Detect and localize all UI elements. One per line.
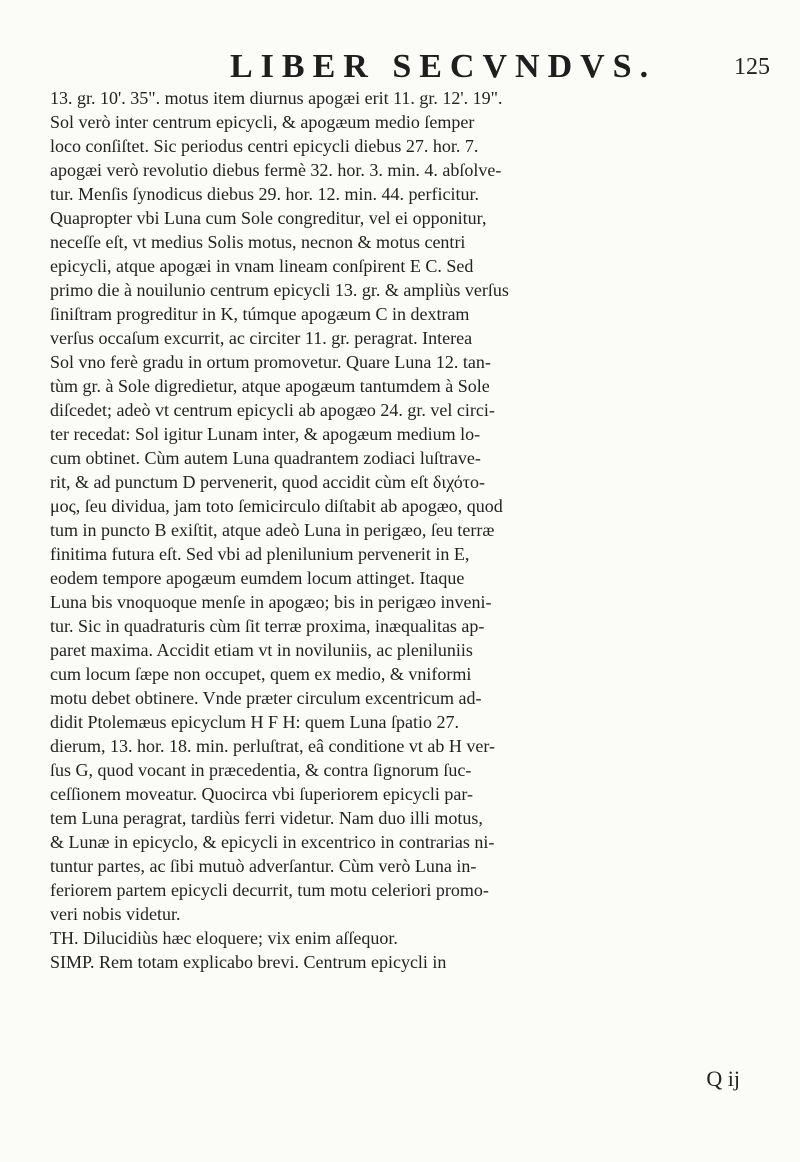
text-line: tum in puncto B exiſtit, atque adeò Luna in perigæo, ſeu terræ: [50, 520, 495, 540]
body-text: [50, 86, 770, 974]
text-line: Sol vno ferè gradu in ortum promovetur. Quare Luna 12. tan-: [50, 352, 491, 372]
text-line: loco conſiſtet. Sic periodus centri epicycli diebus 27. hor. 7.: [50, 136, 479, 156]
text-line: tem Luna peragrat, tardiùs ferri videtur. Nam duo illi motus,: [50, 808, 483, 828]
text-line: motu debet obtinere. Vnde præter circulum excentricum ad-: [50, 688, 482, 708]
text-line: ter recedat: Sol igitur Lunam inter, & apogæum medium lo-: [50, 424, 481, 444]
text-line: Luna bis vnoquoque menſe in apogæo; bis in perigæo inveni-: [50, 592, 492, 612]
text-line: diſcedet; adeò vt centrum epicycli ab apogæo 24. gr. vel circi-: [50, 400, 495, 420]
text-line: paret maxima. Accidit etiam vt in noviluniis, ac pleniluniis: [50, 640, 473, 660]
catchword: Q ij: [706, 1066, 740, 1091]
text-line: finitima futura eſt. Sed vbi ad plenilunium pervenerit in E,: [50, 544, 470, 564]
text-line: neceſſe eſt, vt medius Solis motus, necnon & motus centri: [50, 232, 466, 252]
page-number: 125: [734, 54, 770, 80]
text-line: rit, & ad punctum D pervenerit, quod accidit cùm eſt διχότο-: [50, 472, 486, 492]
text-line: didit Ptolemæus epicyclum H F H: quem Luna ſpatio 27.: [50, 712, 459, 732]
text-line: Quapropter vbi Luna cum Sole congreditur, vel ei opponitur,: [50, 208, 487, 228]
text-line: tur. Sic in quadraturis cùm ſit terræ proxima, inæqualitas ap-: [50, 616, 485, 636]
text-line: & Lunæ in epicyclo, & epicycli in excentrico in contrarias ni-: [50, 832, 495, 852]
text-line: tuntur partes, ac ſibi mutuò adverſantur. Cùm verò Luna in-: [50, 856, 477, 876]
text-line: μος, ſeu dividua, jam toto ſemicirculo diſtabit ab apogæo, quod: [50, 496, 503, 516]
text-line: apogæi verò revolutio diebus fermè 32. hor. 3. min. 4. abſolve-: [50, 160, 502, 180]
text-line: SIMP. Rem totam explicabo brevi. Centrum epicycli in: [50, 952, 447, 972]
text-line: primo die à nouilunio centrum epicycli 13. gr. & ampliùs verſus: [50, 280, 509, 300]
text-line: veri nobis videtur.: [50, 904, 181, 924]
text-line: verſus occaſum excurrit, ac circiter 11. gr. peragrat. Interea: [50, 328, 473, 348]
text-line: TH. Dilucidiùs hæc eloquere; vix enim aſſequor.: [50, 928, 398, 948]
page-header: [0, 40, 800, 85]
text-line: 13. gr. 10'. 35". motus item diurnus apogæi erit 11. gr. 12'. 19".: [50, 88, 503, 108]
text-line: eodem tempore apogæum eumdem locum attinget. Itaque: [50, 568, 465, 588]
text-line: feriorem partem epicycli decurrit, tum motu celeriori promo-: [50, 880, 489, 900]
text-line: tur. Menſis ſynodicus diebus 29. hor. 12. min. 44. perficitur.: [50, 184, 479, 204]
text-line: Sol verò inter centrum epicycli, & apogæum medio ſemper: [50, 112, 475, 132]
text-line: cum obtinet. Cùm autem Luna quadrantem zodiaci luſtrave-: [50, 448, 481, 468]
text-line: ceſſionem moveatur. Quocirca vbi ſuperiorem epicycli par-: [50, 784, 473, 804]
text-line: ſus G, quod vocant in præcedentia, & contra ſignorum ſuc-: [50, 760, 472, 780]
text-line: tùm gr. à Sole digredietur, atque apogæum tantumdem à Sole: [50, 376, 490, 396]
text-line: ſiniſtram progreditur in K, túmque apogæum C in dextram: [50, 304, 470, 324]
text-line: dierum, 13. hor. 18. min. perluſtrat, eâ conditione vt ab H ver-: [50, 736, 496, 756]
text-line: epicycli, atque apogæi in vnam lineam conſpirent E C. Sed: [50, 256, 474, 276]
running-title: LIBER SECVNDVS.: [230, 48, 657, 85]
text-line: cum locum ſæpe non occupet, quem ex medio, & vniformi: [50, 664, 472, 684]
